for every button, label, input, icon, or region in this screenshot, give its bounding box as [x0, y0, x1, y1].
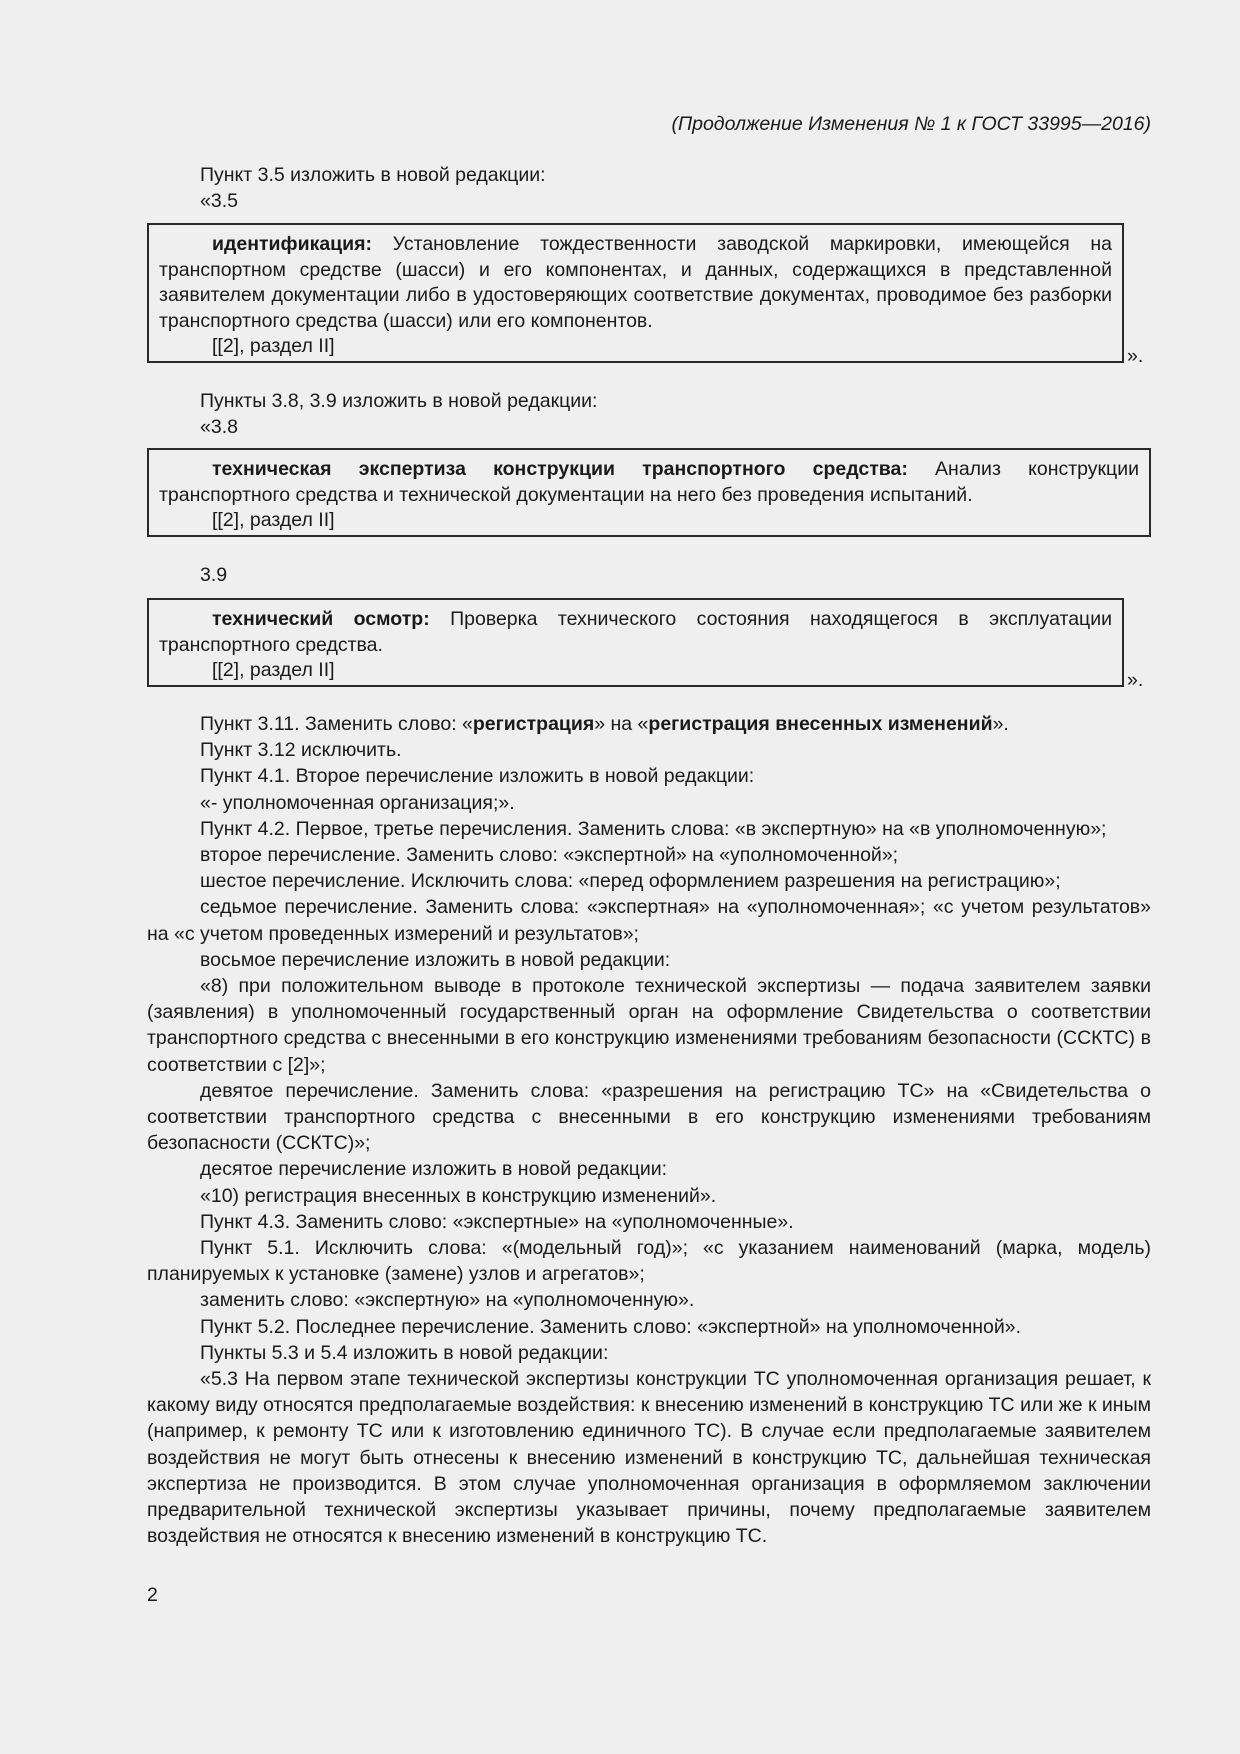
section-3-8-intro-block — [147, 388, 1151, 440]
paragraph: Пункт 5.2. Последнее перечисление. Заменить слово: «экспертной» на уполномоченной». — [200, 1315, 1022, 1338]
paragraph: Пункт 3.12 исключить. — [200, 739, 402, 762]
paragraph: «5.3 На первом этапе технической экспертизы конструкции ТС уполномоченная организация решает, к какому виду относятся предполагаемые воздействия: к внесению изменений в конструкцию ТС или же к иным (например, к ремонту ТС или к изготовлению единичного ТС). В случае если предполагаемые заявителем воздействия не могут быть отнесены к внесению изменений в конструкцию ТС, дальнейшая техническая экспертиза не производится. В этом случае уполномоченная организация в оформляемом заключении предварительной технической экспертизы указывает причины, почему предполагаемые заявителем воздействия не относятся к внесению изменений в конструкцию ТС. — [147, 1368, 1151, 1548]
page-number: 2 — [147, 1584, 158, 1606]
section-3-9-number: 3.9 — [200, 564, 228, 586]
reference-3-9: [[2], раздел II] — [212, 659, 335, 681]
paragraph: «- уполномоченная организация;». — [200, 791, 515, 814]
paragraph: Пункт 4.1. Второе перечисление изложить в новой редакции: — [200, 765, 755, 788]
paragraph: второе перечисление. Заменить слово: «экспертной» на «уполномоченной»; — [200, 844, 899, 867]
definition-text-3-9: Проверка технического состояния находящегося в эксплуатации транспортного средства. — [159, 608, 1113, 656]
paragraph: Пункт 4.3. Заменить слово: «экспертные» на «уполномоченные». — [200, 1210, 794, 1233]
definition-3-8 — [159, 457, 1139, 508]
reference-3-5: [[2], раздел II] — [212, 335, 335, 357]
section-3-5-intro: Пункт 3.5 изложить в новой редакции: — [200, 164, 546, 186]
text-run: Пункт 3.11. Заменить слово: « — [200, 713, 473, 735]
page-header: (Продолжение Изменения № 1 к ГОСТ 33995—2016) — [671, 113, 1151, 135]
definition-3-5 — [159, 232, 1112, 334]
term-technical-expertise: техническая экспертиза конструкции транспортного средства: — [212, 458, 908, 480]
definition-box-3-8 — [147, 448, 1151, 537]
definition-box-3-9 — [147, 598, 1124, 687]
definition-text-3-5: Установление тождественности заводской маркировки, имеющейся на транспортном средстве (шасси) и его компонентах, и данных, содержащихся в представленной заявителем документации либо в удостоверяющих соответствие документах, проводимое без разборки транспортного средства (шасси) или его компонентов. — [159, 233, 1112, 332]
paragraph: заменить слово: «экспертную» на «уполномоченную». — [200, 1289, 695, 1312]
section-3-8-intro: Пункты 3.8, 3.9 изложить в новой редакции: — [200, 390, 598, 412]
paragraph-3-11 — [147, 711, 1151, 737]
paragraph: Пункт 5.1. Исключить слова: «(модельный год)»; «с указанием наименований (марка, модель) планируемых к установке (замене) узлов и агрегатов»; — [147, 1237, 1151, 1286]
amendments-body — [147, 711, 1151, 1550]
paragraph: десятое перечисление изложить в новой редакции: — [200, 1158, 668, 1181]
section-3-9-number-block — [147, 562, 1151, 588]
paragraph: девятое перечисление. Заменить слова: «разрешения на регистрацию ТС» на «Свидетельства о соответствии транспортного средства с внесенными в его конструкцию изменениями требованиям безопасности (ССКТС)»; — [147, 1079, 1151, 1155]
section-3-8-number: «3.8 — [200, 416, 238, 439]
close-quote-3-9: ». — [1127, 669, 1144, 691]
term-identification: идентификация: — [212, 233, 373, 255]
definition-text-3-8: Анализ конструкции транспортного средства и технической документации на него без проведения испытаний. — [159, 458, 1140, 506]
definition-3-9 — [159, 607, 1112, 658]
text-run: » на « — [594, 713, 649, 735]
bold-run: регистрация — [472, 713, 595, 735]
close-quote-3-5: ». — [1127, 345, 1144, 367]
paragraph: «10) регистрация внесенных в конструкцию изменений». — [200, 1184, 717, 1207]
paragraph: «8) при положительном выводе в протоколе технической экспертизы — подача заявителем заявки (заявления) в уполномоченный государственный орган на оформление Свидетельства о соответствии транспортного средства с внесенными в его конструкцию изменениями требованиям безопасности (ССКТС) в соответствии с [2]»; — [147, 975, 1151, 1076]
paragraph: Пункт 4.2. Первое, третье перечисления. Заменить слова: «в экспертную» на «в уполномоченную»; — [200, 817, 1107, 840]
reference-3-8: [[2], раздел II] — [212, 509, 335, 531]
paragraph: седьмое перечисление. Заменить слова: «экспертная» на «уполномоченная»; «с учетом результатов» на «с учетом проведенных измерений и результатов»; — [147, 896, 1151, 945]
section-3-5-number: «3.5 — [200, 190, 238, 213]
definition-box-3-5 — [147, 223, 1124, 363]
section-3-5-intro-block — [147, 162, 1151, 214]
bold-run: регистрация внесенных изменений — [648, 713, 993, 735]
term-technical-inspection: технический осмотр: — [212, 608, 430, 630]
paragraph: шестое перечисление. Исключить слова: «перед оформлением разрешения на регистрацию»; — [200, 870, 1061, 893]
text-run: ». — [992, 713, 1009, 735]
paragraph: восьмое перечисление изложить в новой редакции: — [200, 948, 671, 971]
paragraph: Пункты 5.3 и 5.4 изложить в новой редакции: — [200, 1341, 609, 1364]
